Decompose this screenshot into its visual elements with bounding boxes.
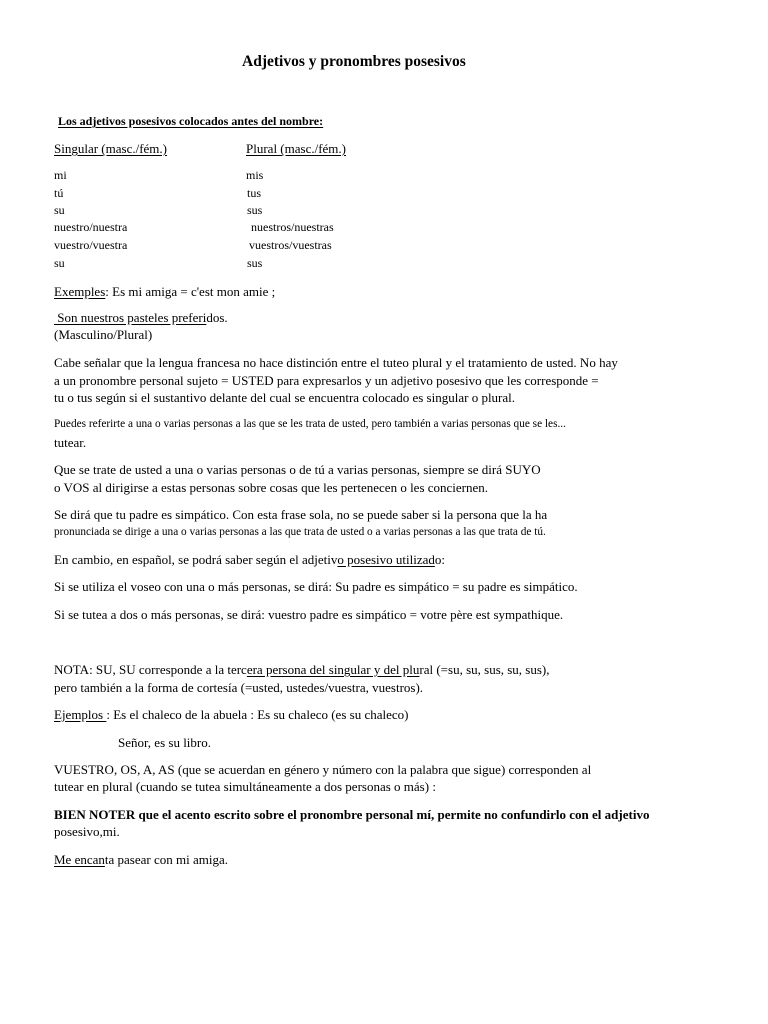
plural-form: nuestros/nuestras bbox=[251, 220, 334, 234]
paragraph-line: Si se tutea a dos o más personas, se dirá: vuestro padre es simpático = votre père est sympathique. bbox=[54, 607, 564, 622]
singular-form: mi bbox=[54, 168, 67, 182]
singular-form: su bbox=[54, 203, 65, 217]
plural-form: vuestros/vuestras bbox=[249, 238, 332, 252]
paragraph-line: tutear en plural (cuando se tutea simultáneamente a dos personas o más) : bbox=[54, 779, 436, 794]
ejemplos-line bbox=[54, 708, 408, 721]
section-heading: Los adjetivos posesivos colocados antes del nombre: bbox=[58, 114, 324, 128]
text-segment: NOTA: SU, SU corresponde a la terc bbox=[54, 662, 247, 677]
nota-line-2: pero también a la forma de cortesía (=usted, ustedes/vuestra, vuestros). bbox=[54, 680, 424, 695]
paragraph-line: pronunciada se dirige a una o varias personas a las que trata de usted o a varias personas a las que trata de tú. bbox=[54, 526, 546, 538]
plural-form: sus bbox=[247, 256, 263, 270]
ejemplos-label: Ejemplos bbox=[54, 707, 107, 722]
paragraph-line: Si se utiliza el voseo con una o más personas, se dirá: Su padre es simpático = su padre es simpático. bbox=[54, 579, 578, 594]
singular-form: su bbox=[54, 256, 65, 270]
senor-line: Señor, es su libro. bbox=[118, 735, 211, 750]
text-segment: En cambio, en español, se podrá saber según el adjetiv bbox=[54, 552, 338, 567]
text-underlined: o posesivo utilizad bbox=[337, 552, 435, 567]
column-header-singular: Singular (masc./fém.) bbox=[54, 141, 167, 156]
singular-form: nuestro/nuestra bbox=[54, 220, 128, 234]
bien-noter-line-2: posesivo,mi. bbox=[54, 824, 120, 839]
page-title: Adjetivos y pronombres posesivos bbox=[242, 53, 466, 70]
example-underlined: Son nuestros pasteles preferi bbox=[54, 310, 207, 325]
paragraph-line: VUESTRO, OS, A, AS (que se acuerdan en género y número con la palabra que sigue) corresponden al bbox=[54, 762, 592, 777]
paragraph-line: o VOS al dirigirse a estas personas sobre cosas que les pertenecen o les conciernen. bbox=[54, 480, 489, 495]
bien-noter-line: BIEN NOTER que el acento escrito sobre el pronombre personal mí, permite no confundirlo con el adjetivo bbox=[54, 807, 650, 822]
singular-form: tú bbox=[54, 186, 64, 200]
plural-form: sus bbox=[247, 203, 263, 217]
text-segment: o: bbox=[434, 552, 446, 567]
plural-form: mis bbox=[246, 168, 264, 182]
examples-line-2 bbox=[54, 311, 228, 324]
examples-note: (Masculino/Plural) bbox=[54, 327, 153, 342]
singular-form: vuestro/vuestra bbox=[54, 238, 128, 252]
text-segment: ral (=su, su, sus, su, sus), bbox=[419, 662, 550, 677]
text-underlined: Me encan bbox=[54, 852, 105, 867]
paragraph-line: tutear. bbox=[54, 435, 87, 450]
ejemplos-text: : Es el chaleco de la abuela : Es su chaleco (es su chaleco) bbox=[106, 707, 409, 722]
paragraph-line: a un pronombre personal sujeto = USTED para expresarlos y un adjetivo posesivo que les corresponde = bbox=[54, 373, 599, 388]
paragraph-line: tu o tus según si el sustantivo delante del cual se encuentra colocado es singular o plural. bbox=[54, 390, 516, 405]
column-header-plural: Plural (masc./fém.) bbox=[246, 141, 346, 156]
paragraph-line: Cabe señalar que la lengua francesa no hace distinción entre el tuteo plural y el tratamiento de usted. No hay bbox=[54, 355, 618, 370]
plural-form: tus bbox=[247, 186, 262, 200]
final-line bbox=[54, 853, 228, 866]
text-segment: ta pasear con mi amiga. bbox=[104, 852, 228, 867]
examples-label: Exemples bbox=[54, 284, 106, 299]
example-rest: dos. bbox=[206, 310, 228, 325]
examples-line bbox=[54, 285, 275, 298]
nota-line bbox=[54, 663, 550, 676]
examples-text: : Es mi amiga = c'est mon amie ; bbox=[105, 284, 276, 299]
paragraph-line: Puedes referirte a una o varias personas a las que se les trata de usted, pero también a varias personas que se les... bbox=[54, 418, 566, 430]
paragraph-line: Que se trate de usted a una o varias personas o de tú a varias personas, siempre se dirá SUYO bbox=[54, 462, 541, 477]
text-underlined: era persona del singular y del plu bbox=[246, 662, 420, 677]
paragraph-line: Se dirá que tu padre es simpático. Con esta frase sola, no se puede saber si la persona que la ha bbox=[54, 507, 548, 522]
paragraph-line bbox=[54, 553, 445, 566]
